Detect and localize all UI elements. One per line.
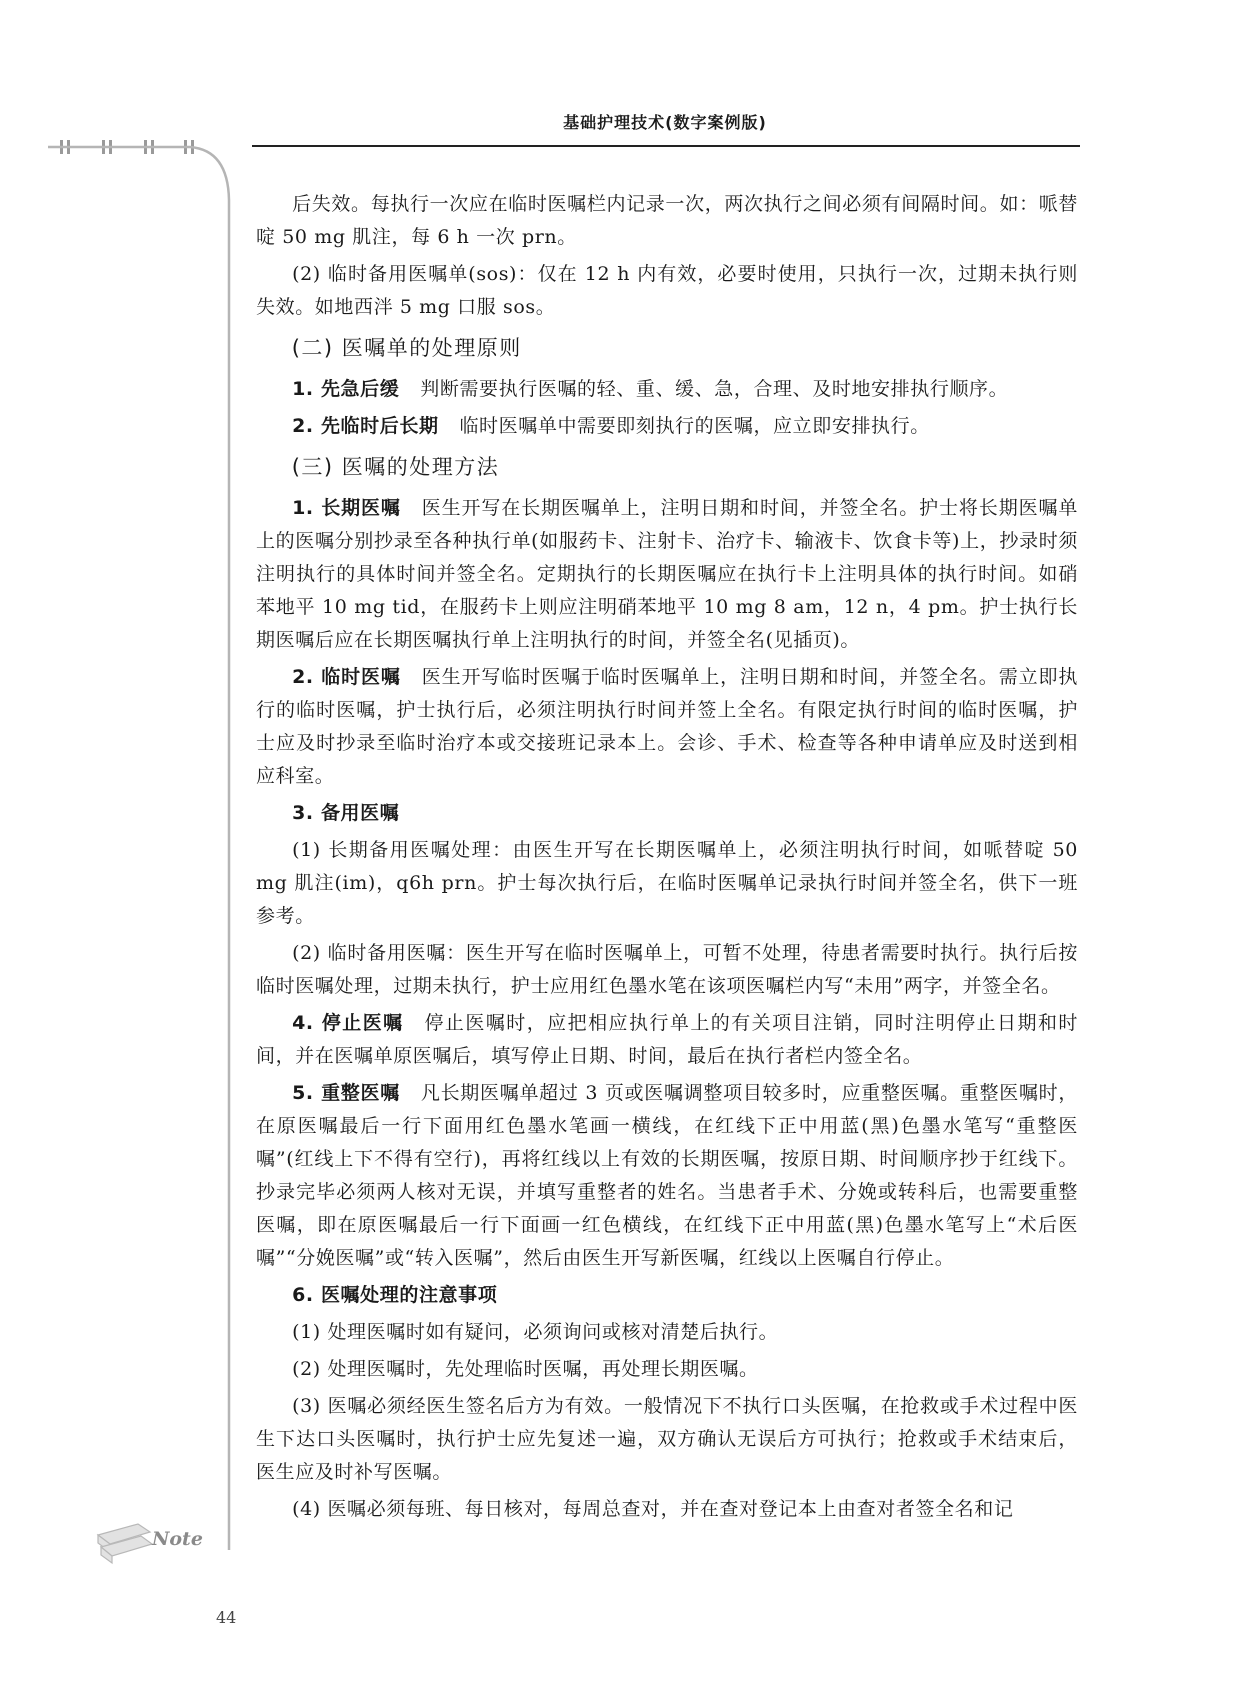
paragraph (256, 1493, 1078, 1526)
running-header-title: 基础护理技术(数字案例版) (563, 113, 767, 132)
margin-decoration (0, 0, 260, 1688)
paragraph (256, 1353, 1078, 1386)
paragraph (256, 937, 1078, 1003)
section-heading (256, 451, 1078, 484)
paragraph (256, 1279, 1078, 1312)
paragraph (256, 188, 1078, 254)
paragraph-text: (2) 临时备用医嘱：医生开写在临时医嘱单上，可暂不处理，待患者需要时执行。执行后按临时医嘱处理，过期未执行，护士应用红色墨水笔在该项医嘱栏内写“未用”两字，并签全名。 (256, 942, 1078, 997)
paragraph (256, 258, 1078, 324)
paragraph-text: (三) 医嘱的处理方法 (291, 455, 500, 479)
paragraph-label: 5. 重整医嘱 (292, 1082, 400, 1104)
paragraph (256, 1007, 1078, 1073)
book-stack-icon (98, 1524, 152, 1563)
paragraph-text: (3) 医嘱必须经医生签名后方为有效。一般情况下不执行口头医嘱，在抢救或手术过程中医生下达口头医嘱时，执行护士应先复述一遍，双方确认无误后方可执行；抢救或手术结束后，医生应及时补写医嘱。 (256, 1395, 1078, 1483)
note-label: Note (152, 1528, 203, 1550)
paragraph-text: 临时医嘱单中需要即刻执行的医嘱，应立即安排执行。 (459, 415, 930, 437)
paragraph-label: 4. 停止医嘱 (292, 1012, 404, 1034)
paragraph-text: (2) 处理医嘱时，先处理临时医嘱，再处理长期医嘱。 (292, 1358, 759, 1380)
paragraph-label: 1. 先急后缓 (292, 378, 400, 400)
paragraph-text: (二) 医嘱单的处理原则 (291, 336, 522, 360)
paragraph-text: 判断需要执行医嘱的轻、重、缓、急，合理、及时地安排执行顺序。 (420, 378, 1009, 400)
paragraph-text: 医生开写在长期医嘱单上，注明日期和时间，并签全名。护士将长期医嘱单上的医嘱分别抄录至各种执行单(如服药卡、注射卡、治疗卡、输液卡、饮食卡等)上，抄录时须注明执行的具体时间并签全名。定期执行的长期医嘱应在执行卡上注明具体的执行时间。如硝苯地平 10 mg tid，在服药卡上则应注明硝苯地平 10 mg 8 am，12 n，4 pm。护士执行长期医嘱后应在长期医嘱执行单上注明执行的时间，并签全名(见插页)。 (256, 497, 1078, 651)
paragraph (256, 1390, 1078, 1489)
paragraph-label: 2. 临时医嘱 (292, 666, 401, 688)
paragraph-text: (1) 长期备用医嘱处理：由医生开写在长期医嘱单上，必须注明执行时间，如哌替啶 50 mg 肌注(im)，q6h prn。护士每次执行后，在临时医嘱单记录执行时间并签全名，供下一班参考。 (256, 839, 1078, 927)
paragraph-text: 医生开写临时医嘱于临时医嘱单上，注明日期和时间，并签全名。需立即执行的临时医嘱，护士执行后，必须注明执行时间并签上全名。有限定执行时间的临时医嘱，护士应及时抄录至临时治疗本或交接班记录本上。会诊、手术、检查等各种申请单应及时送到相应科室。 (256, 666, 1078, 787)
paragraph (256, 373, 1078, 406)
paragraph-label: 3. 备用医嘱 (292, 802, 400, 824)
paragraph-label: 1. 长期医嘱 (292, 497, 401, 519)
paragraph-text: (2) 临时备用医嘱单(sos)：仅在 12 h 内有效，必要时使用，只执行一次，过期未执行则失效。如地西泮 5 mg 口服 sos。 (256, 263, 1078, 318)
paragraph (256, 492, 1078, 657)
paragraph (256, 661, 1078, 793)
page-body (256, 188, 1078, 1530)
paragraph (256, 410, 1078, 443)
paragraph (256, 834, 1078, 933)
header-rule (252, 145, 1080, 147)
paragraph-text: 凡长期医嘱单超过 3 页或医嘱调整项目较多时，应重整医嘱。重整医嘱时，在原医嘱最后一行下面用红色墨水笔画一横线，在红线下正中用蓝(黑)色墨水笔写“重整医嘱”(红线上下不得有空行)，再将红线以上有效的长期医嘱，按原日期、时间顺序抄于红线下。抄录完毕必须两人核对无误，并填写重整者的姓名。当患者手术、分娩或转科后，也需要重整医嘱，即在原医嘱最后一行下面画一红色横线，在红线下正中用蓝(黑)色墨水笔写上“术后医嘱”“分娩医嘱”或“转入医嘱”，然后由医生开写新医嘱，红线以上医嘱自行停止。 (256, 1082, 1078, 1269)
section-heading (256, 332, 1078, 365)
paragraph (256, 797, 1078, 830)
paragraph-label: 6. 医嘱处理的注意事项 (292, 1284, 498, 1306)
page-number: 44 (216, 1608, 237, 1627)
paragraph-text: (1) 处理医嘱时如有疑问，必须询问或核对清楚后执行。 (292, 1321, 779, 1343)
paragraph (256, 1316, 1078, 1349)
paragraph-text: 停止医嘱时，应把相应执行单上的有关项目注销，同时注明停止日期和时间，并在医嘱单原医嘱后，填写停止日期、时间，最后在执行者栏内签全名。 (256, 1012, 1078, 1067)
paragraph-text: (4) 医嘱必须每班、每日核对，每周总查对，并在查对登记本上由查对者签全名和记 (292, 1498, 1014, 1520)
paragraph (256, 1077, 1078, 1275)
paragraph-label: 2. 先临时后长期 (292, 415, 439, 437)
paragraph-text: 后失效。每执行一次应在临时医嘱栏内记录一次，两次执行之间必须有间隔时间。如：哌替啶 50 mg 肌注，每 6 h 一次 prn。 (256, 193, 1078, 248)
